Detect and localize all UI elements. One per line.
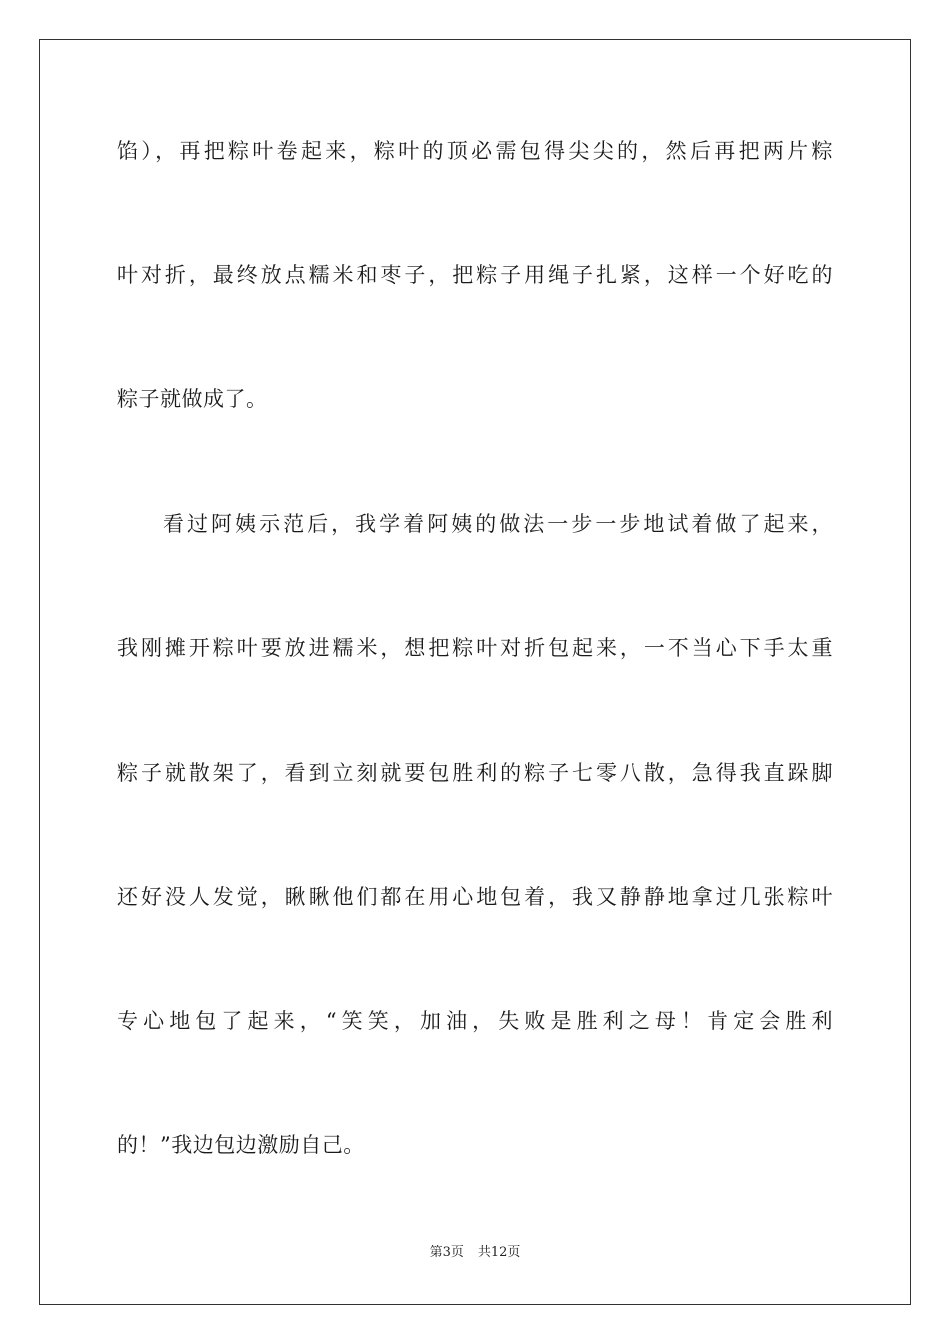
text-line-4: 看过阿姨示范后，我学着阿姨的做法一步一步地试着做了起来， xyxy=(163,512,833,536)
page-border xyxy=(39,39,911,1305)
text-line-6: 粽子就散架了，看到立刻就要包胜利的粽子七零八散，急得我直跺脚 xyxy=(117,761,833,785)
page-number: 第3页 xyxy=(429,1245,464,1260)
page-footer xyxy=(0,1244,950,1262)
text-line-5: 我刚摊开粽叶要放进糯米，想把粽叶对折包起来，一不当心下手太重 xyxy=(117,636,833,660)
text-line-2: 叶对折，最终放点糯米和枣子，把粽子用绳子扎紧，这样一个好吃的 xyxy=(117,263,833,287)
text-line-9: 的！”我边包边激励自己。 xyxy=(117,1133,365,1157)
text-line-3: 粽子就做成了。 xyxy=(117,387,268,411)
text-line-7: 还好没人发觉，瞅瞅他们都在用心地包着，我又静静地拿过几张粽叶 xyxy=(117,885,833,909)
text-line-1: 馅），再把粽叶卷起来，粽叶的顶必需包得尖尖的，然后再把两片粽 xyxy=(117,139,833,163)
text-line-8: 专心地包了起来，“笑笑，加油，失败是胜利之母！肯定会胜利 xyxy=(117,1009,833,1033)
page-total: 共12页 xyxy=(477,1245,521,1260)
